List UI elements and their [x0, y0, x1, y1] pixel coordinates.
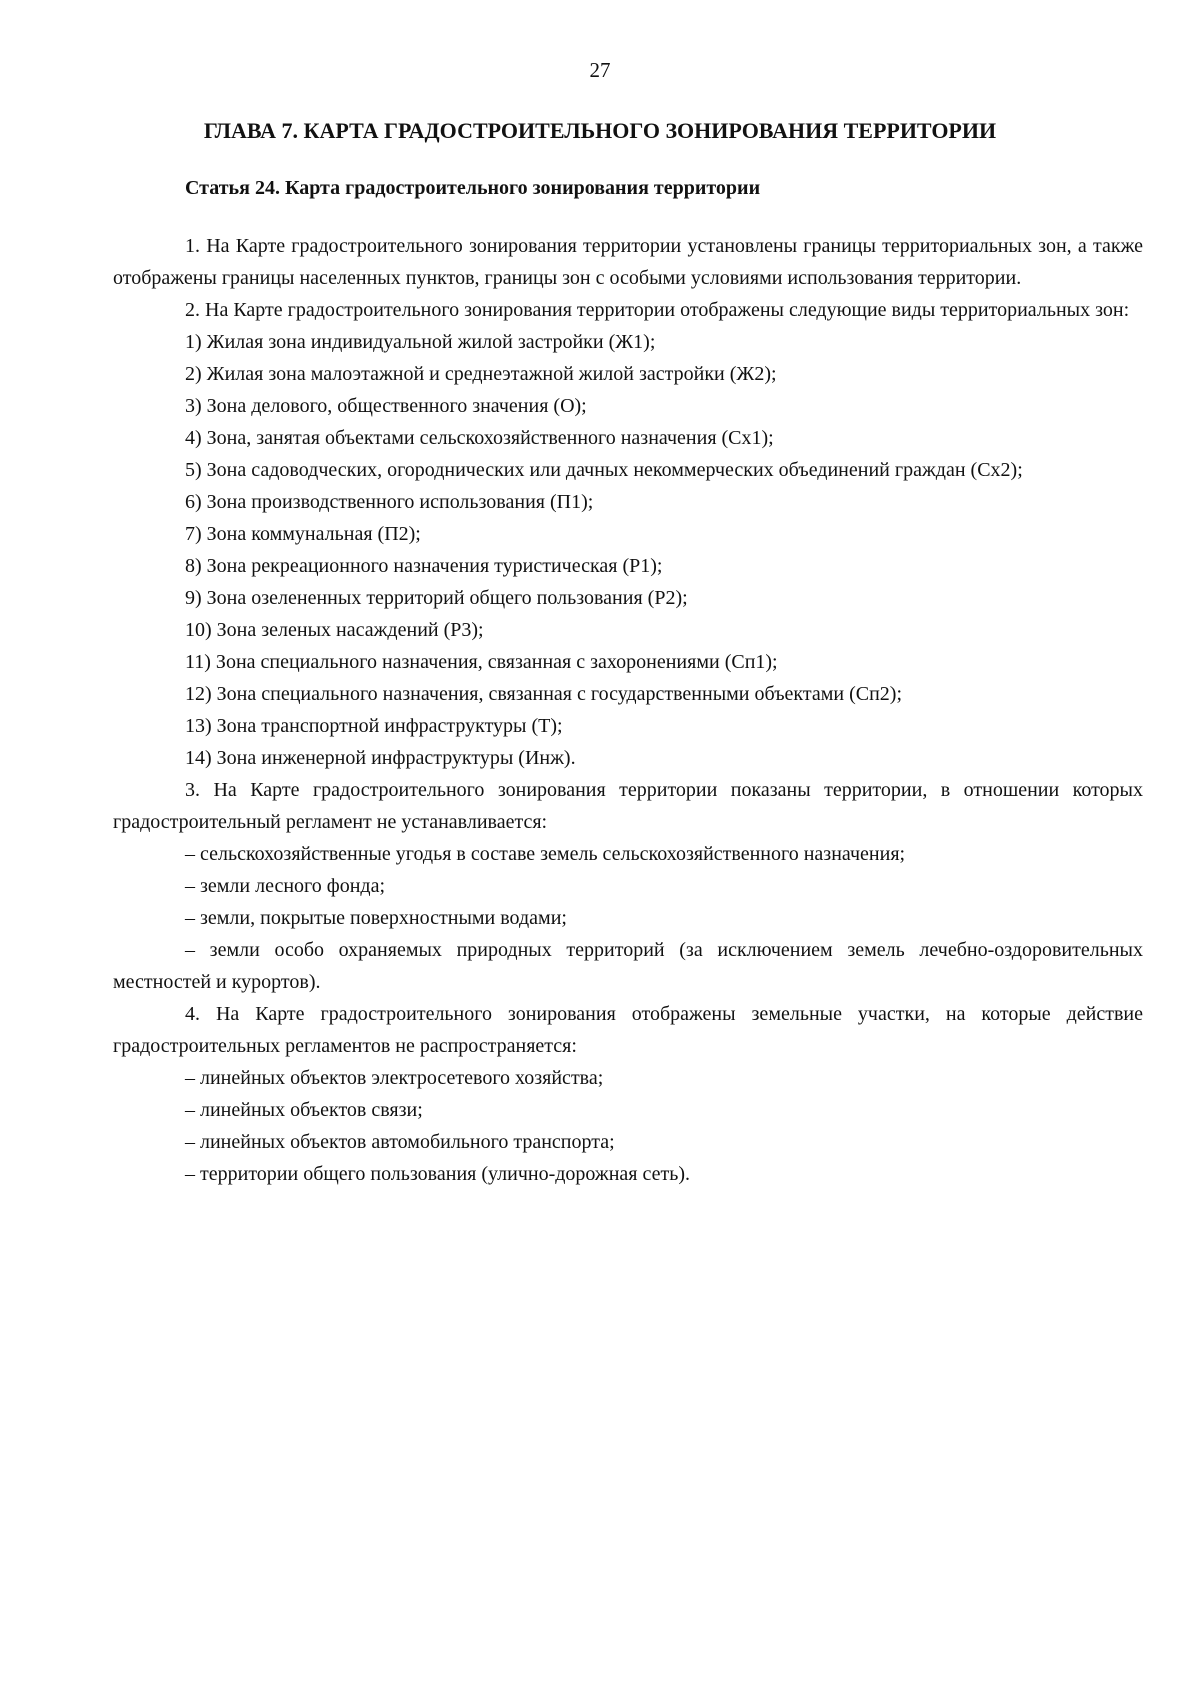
unregulated-item: – земли лесного фонда;	[185, 875, 386, 897]
zone-item: 10) Зона зеленых насаждений (Р3);	[185, 619, 484, 641]
unregulated-item: – земли особо охраняемых природных территорий (за исключением земель лечебно-оздоровительных местностей и курортов).	[113, 939, 1143, 993]
zone-item: 14) Зона инженерной инфраструктуры (Инж).	[185, 747, 576, 769]
zone-item: 2) Жилая зона малоэтажной и среднеэтажной жилой застройки (Ж2);	[185, 363, 777, 385]
article-title: Статья 24. Карта градостроительного зонирования территории	[185, 177, 761, 199]
exempt-item: – линейных объектов автомобильного транспорта;	[185, 1131, 615, 1153]
exempt-item: – линейных объектов связи;	[185, 1099, 423, 1121]
zone-item: 8) Зона рекреационного назначения туристическая (Р1);	[185, 555, 663, 577]
zone-item: 1) Жилая зона индивидуальной жилой застройки (Ж1);	[185, 331, 656, 353]
unregulated-item: – земли, покрытые поверхностными водами;	[185, 907, 567, 929]
zone-item: 13) Зона транспортной инфраструктуры (Т);	[185, 715, 563, 737]
paragraph-2: 2. На Карте градостроительного зонирования территории отображены следующие виды территориальных зон:	[185, 299, 1130, 321]
exempt-item: – территории общего пользования (улично-дорожная сеть).	[185, 1163, 691, 1185]
zone-item: 5) Зона садоводческих, огороднических или дачных некоммерческих объединений граждан (Сх2);	[185, 459, 1023, 481]
unregulated-item: – сельскохозяйственные угодья в составе земель сельскохозяйственного назначения;	[185, 843, 906, 865]
chapter-title: ГЛАВА 7. КАРТА ГРАДОСТРОИТЕЛЬНОГО ЗОНИРОВАНИЯ ТЕРРИТОРИИ	[203, 118, 997, 143]
zone-item: 11) Зона специального назначения, связанная с захоронениями (Сп1);	[185, 651, 778, 673]
zone-item: 12) Зона специального назначения, связанная с государственными объектами (Сп2);	[185, 683, 903, 705]
zone-item: 6) Зона производственного использования (П1);	[185, 491, 594, 513]
zone-item: 9) Зона озелененных территорий общего пользования (Р2);	[185, 587, 688, 609]
page-number: 27	[589, 58, 611, 82]
article-body	[113, 230, 1143, 1190]
paragraph-1: 1. На Карте градостроительного зонирования территории установлены границы территориальных зон, а также отображены границы населенных пунктов, границы зон с особыми условиями использования территории.	[113, 235, 1143, 289]
exempt-item: – линейных объектов электросетевого хозяйства;	[185, 1067, 604, 1089]
zone-item: 7) Зона коммунальная (П2);	[185, 523, 421, 545]
paragraph-3: 3. На Карте градостроительного зонирования территории показаны территории, в отношении которых градостроительный регламент не устанавливается:	[113, 779, 1143, 833]
zone-item: 4) Зона, занятая объектами сельскохозяйственного назначения (Сх1);	[185, 427, 774, 449]
paragraph-4: 4. На Карте градостроительного зонирования отображены земельные участки, на которые действие градостроительных регламентов не распространяется:	[113, 1003, 1143, 1057]
zone-item: 3) Зона делового, общественного значения (О);	[185, 395, 587, 417]
